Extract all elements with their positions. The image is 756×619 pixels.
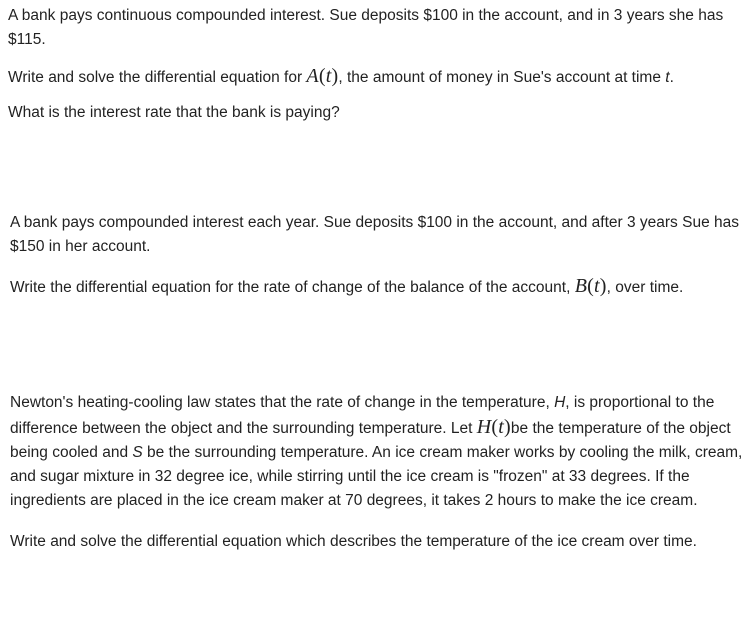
math-H-of-t: H(t): [476, 416, 511, 439]
math-A-of-t: A(t): [306, 65, 339, 87]
problem-3-question: Write and solve the differential equation which describes the temperature of the ice cream over time.: [10, 533, 697, 551]
math-func-var: t: [325, 65, 332, 87]
math-func-name: A: [306, 65, 319, 87]
problem-3-text-c: be the temperature of the object being cooled and: [10, 420, 731, 462]
problem-3-text-b: , is proportional to the difference between the object and the surrounding temperature. Let: [10, 394, 715, 438]
problem-1-task-end: .: [669, 69, 674, 86]
problem-2-task-text-a: Write the differential equation for the rate of change of the balance of the account,: [10, 279, 575, 296]
problem-1: [0, 4, 756, 124]
problem-3-text-d: be the surrounding temperature. An ice cream maker works by cooling the milk, cream, and sugar mixture in 32 degree ice, while stirring until the ice cream is "frozen" at 33 degrees. If the ingredients are placed in the ice cream maker at 70 degrees, it takes 2 hours to make the ice cream.: [10, 444, 743, 510]
problem-2-intro: A bank pays compounded interest each year. Sue deposits $100 in the account, and after 3 years Sue has $150 in her account.: [10, 214, 739, 255]
problem-3-intro: [10, 391, 756, 513]
problem-2: [0, 211, 756, 300]
problem-2-task: [10, 275, 756, 300]
problem-1-task-text-b: , the amount of money in Sue's account at time: [338, 69, 666, 86]
problem-1-question: What is the interest rate that the bank is paying?: [8, 103, 340, 121]
variable-S: S: [132, 444, 143, 462]
math-func-var: t: [498, 416, 505, 439]
problem-1-intro: A bank pays continuous compounded interest. Sue deposits $100 in the account, and in 3 years she has $115.: [8, 7, 724, 48]
problem-3: [0, 391, 756, 555]
time-variable: t: [665, 69, 670, 86]
problem-1-task: [8, 65, 756, 90]
math-B-of-t: B(t): [574, 275, 607, 297]
math-func-name: H: [476, 416, 492, 439]
variable-H: H: [554, 394, 566, 411]
problem-3-text-a: Newton's heating-cooling law states that the rate of change in the temperature,: [10, 394, 555, 411]
problem-1-task-text-a: Write and solve the differential equation for: [8, 69, 307, 86]
math-func-name: B: [574, 275, 588, 297]
math-func-var: t: [594, 275, 600, 297]
problem-2-task-text-b: , over time.: [606, 279, 684, 296]
